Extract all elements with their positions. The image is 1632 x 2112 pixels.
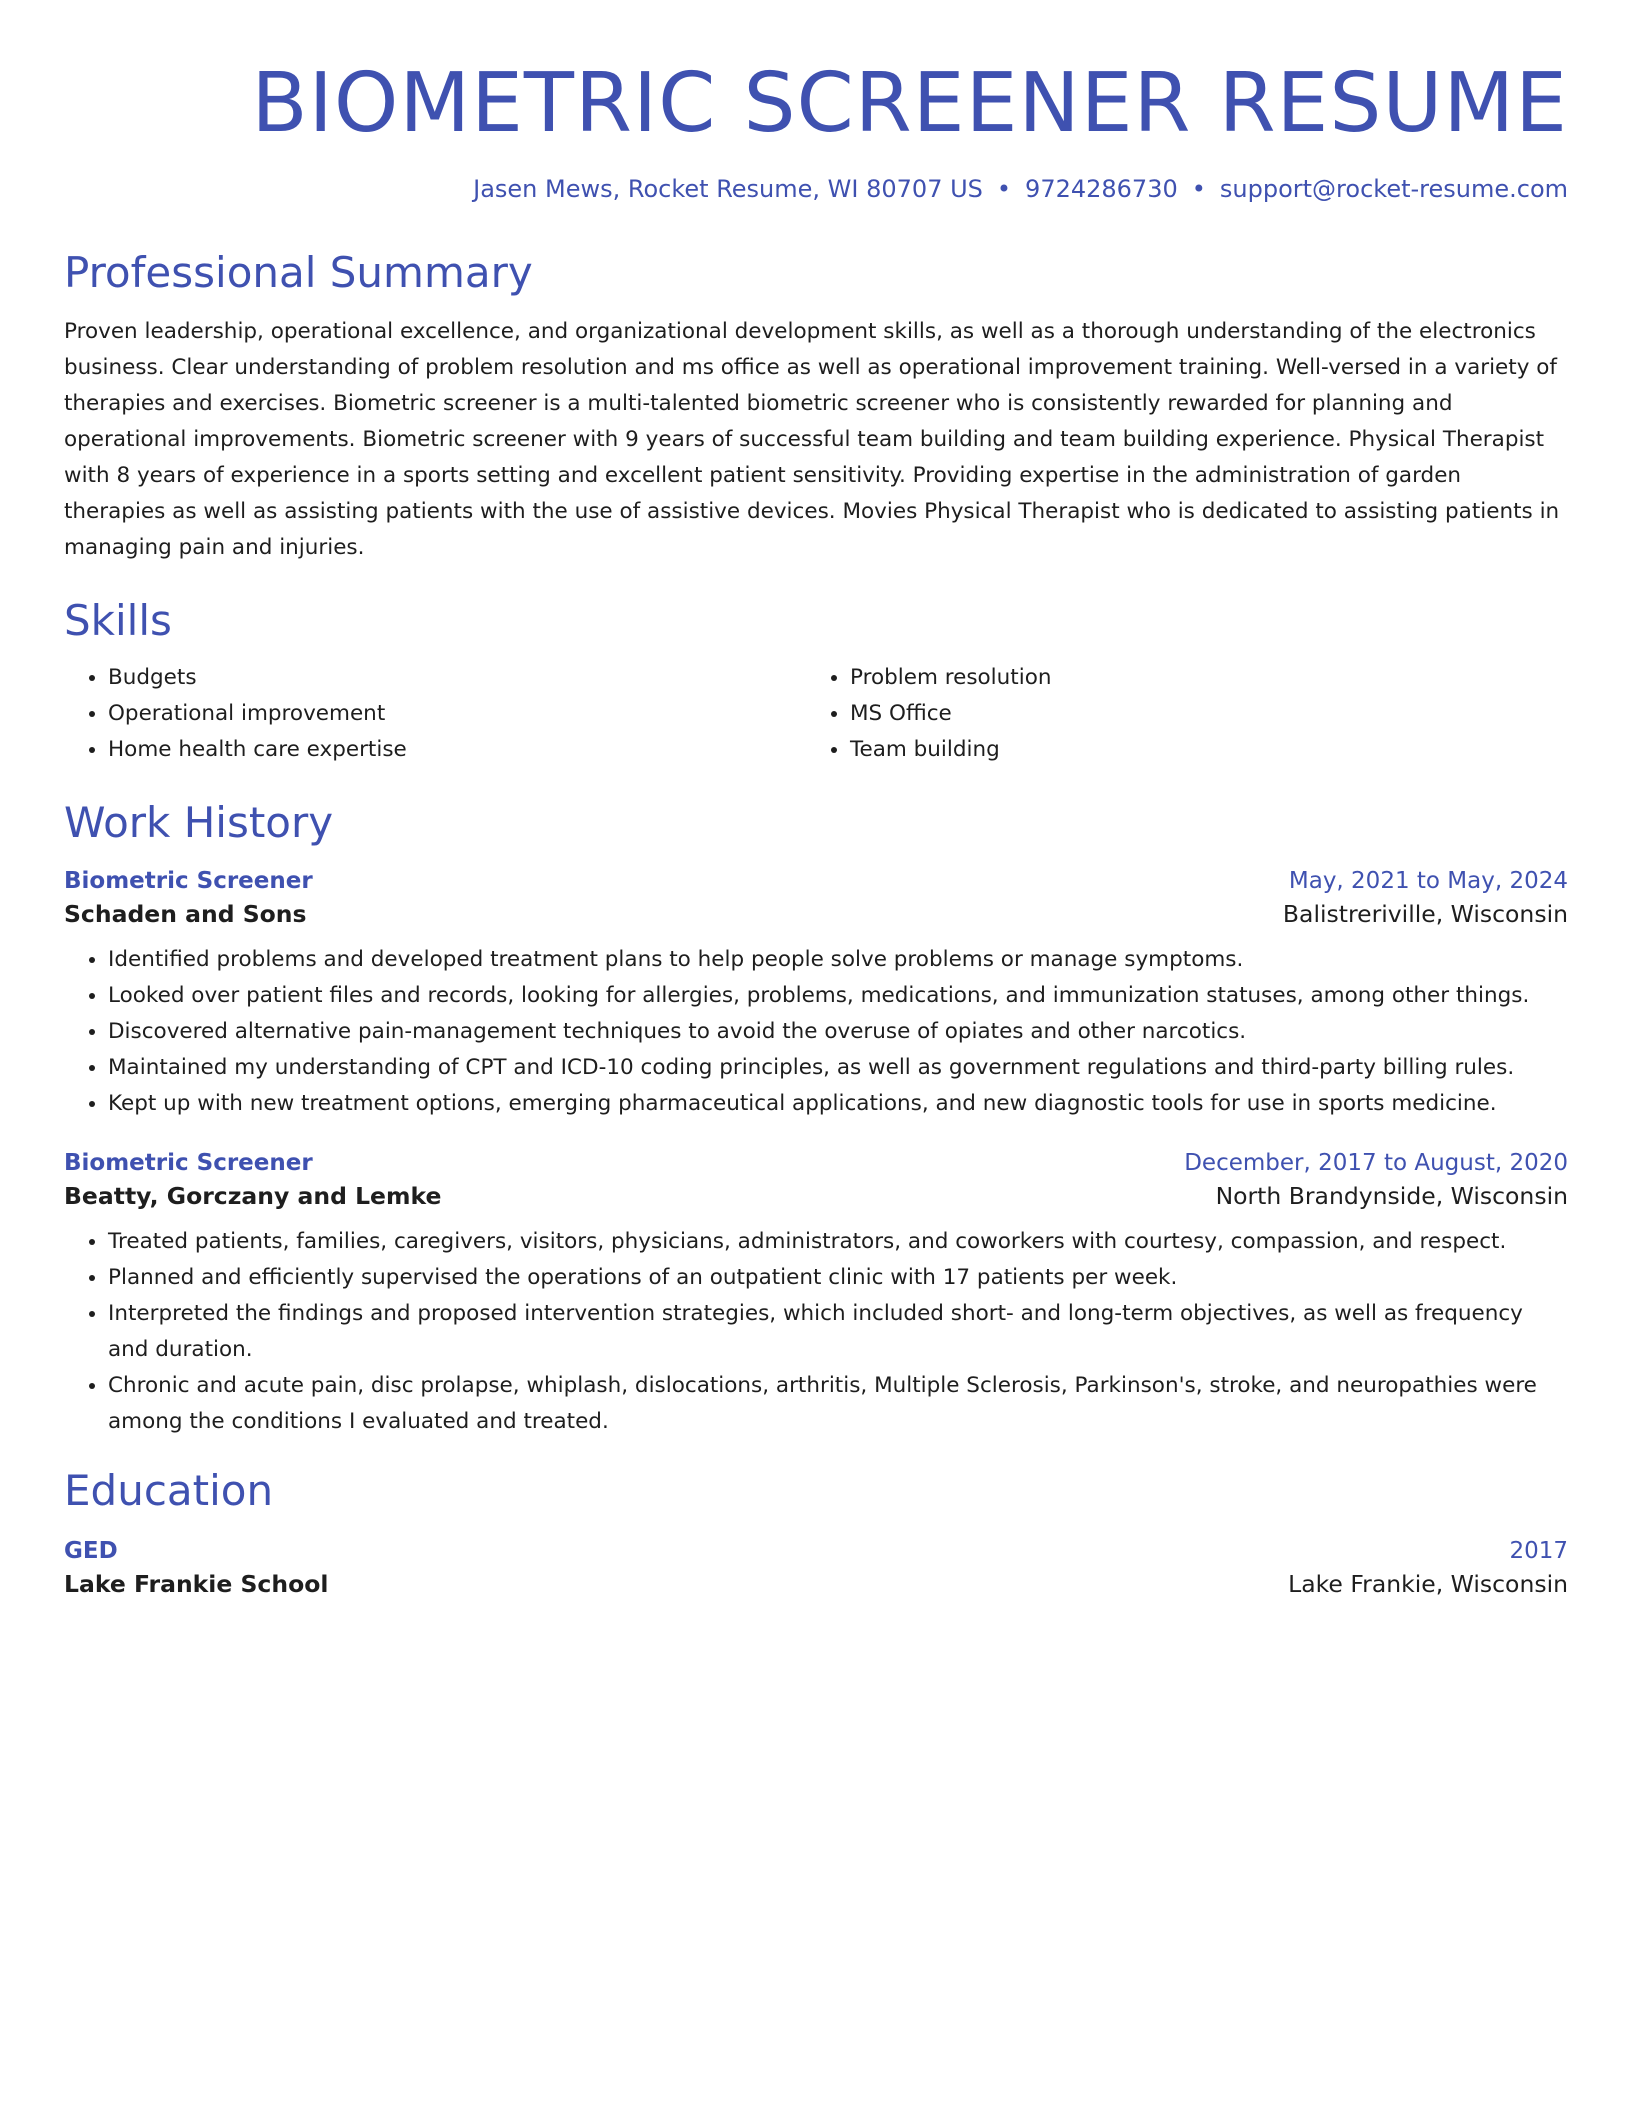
job-bullet: • Looked over patient files and records, looking for allergies, problems, medications, and immunization statuses, among other things. — [108, 978, 1568, 1014]
job-header — [64, 1150, 1568, 1176]
contact-address: Jasen Mews, Rocket Resume, WI 80707 US — [473, 175, 983, 203]
job-company: Beatty, Gorczany and Lemke — [64, 1182, 442, 1210]
skill-item: • Budgets — [108, 660, 806, 696]
skills-heading: Skills — [64, 596, 172, 645]
skill-item: • Team building — [850, 732, 1548, 768]
work-history-heading: Work History — [64, 798, 334, 847]
job-bullet: • Planned and efficiently supervised the operations of an outpatient clinic with 17 patients per week. — [108, 1260, 1568, 1296]
job-header — [64, 868, 1568, 894]
job-dates: May, 2021 to May, 2024 — [1288, 868, 1568, 894]
job-entry — [64, 868, 1568, 1122]
job-bullet: • Treated patients, families, caregivers, visitors, physicians, administrators, and coworkers with courtesy, compassion, and respect. — [108, 1224, 1568, 1260]
skill-item: • Problem resolution — [850, 660, 1548, 696]
contact-email[interactable]: support@rocket-resume.com — [1219, 175, 1568, 203]
job-subheader — [64, 1182, 1568, 1210]
job-bullet: • Kept up with new treatment options, emerging pharmaceutical applications, and new diagnostic tools for use in sports medicine. — [108, 1086, 1568, 1122]
education-year: 2017 — [1509, 1538, 1568, 1564]
job-bullet: • Chronic and acute pain, disc prolapse, whiplash, dislocations, arthritis, Multiple Sclerosis, Parkinson's, stroke, and neuropathies were among the conditions I evaluated and treated. — [108, 1368, 1568, 1440]
job-company: Schaden and Sons — [64, 900, 307, 928]
skill-item: • Home health care expertise — [108, 732, 806, 768]
job-dates: December, 2017 to August, 2020 — [1184, 1150, 1568, 1176]
job-bullet: • Discovered alternative pain-management techniques to avoid the overuse of opiates and other narcotics. — [108, 1014, 1568, 1050]
job-subheader — [64, 900, 1568, 928]
job-bullet: • Maintained my understanding of CPT and ICD-10 coding principles, as well as government regulations and third-party billing rules. — [108, 1050, 1568, 1086]
education-heading: Education — [64, 1466, 274, 1515]
skills-list — [64, 660, 1568, 768]
contact-line — [64, 174, 1568, 204]
skill-item: • Operational improvement — [108, 696, 806, 732]
education-entry — [64, 1538, 1568, 1598]
job-location: Balistreriville, Wisconsin — [1282, 900, 1568, 928]
contact-phone[interactable]: 9724286730 — [1025, 175, 1178, 203]
job-entry — [64, 1150, 1568, 1440]
job-title: Biometric Screener — [64, 868, 313, 894]
resume-page — [64, 0, 1568, 1598]
education-location: Lake Frankie, Wisconsin — [1288, 1570, 1568, 1598]
skills-column-left — [64, 660, 806, 768]
skill-item: • MS Office — [850, 696, 1548, 732]
job-bullets — [64, 942, 1568, 1122]
education-header — [64, 1538, 1568, 1564]
skills-column-right — [806, 660, 1548, 768]
summary-text: Proven leadership, operational excellence, and organizational development skills, as well as a thorough understanding of the electronics business. Clear understanding of problem resolution and ms office as well as operational improvement training. Well-versed in a variety of therapies and exercises. Biometric screener is a multi-talented biometric screener who is consistently rewarded for planning and operational improvements. Biometric screener with 9 years of successful team building and team building experience. Physical Therapist with 8 years of experience in a sports setting and excellent patient sensitivity. Providing expertise in the administration of garden therapies as well as assisting patients with the use of assistive devices. Movies Physical Therapist who is dedicated to assisting patients in managing pain and injuries. — [64, 319, 1560, 560]
summary-heading: Professional Summary — [64, 248, 533, 297]
job-bullet: • Identified problems and developed treatment plans to help people solve problems or manage symptoms. — [108, 942, 1568, 978]
job-bullets — [64, 1224, 1568, 1440]
job-location: North Brandynside, Wisconsin — [1215, 1182, 1568, 1210]
resume-title: BIOMETRIC SCREENER RESUME — [251, 56, 1568, 151]
separator-dot: • — [996, 175, 1012, 203]
education-school: Lake Frankie School — [64, 1570, 329, 1598]
job-bullet: • Interpreted the findings and proposed intervention strategies, which included short- and long-term objectives, as well as frequency and duration. — [108, 1296, 1568, 1368]
separator-dot: • — [1191, 175, 1206, 203]
job-title: Biometric Screener — [64, 1150, 313, 1176]
education-degree: GED — [64, 1538, 118, 1564]
education-subheader — [64, 1570, 1568, 1598]
